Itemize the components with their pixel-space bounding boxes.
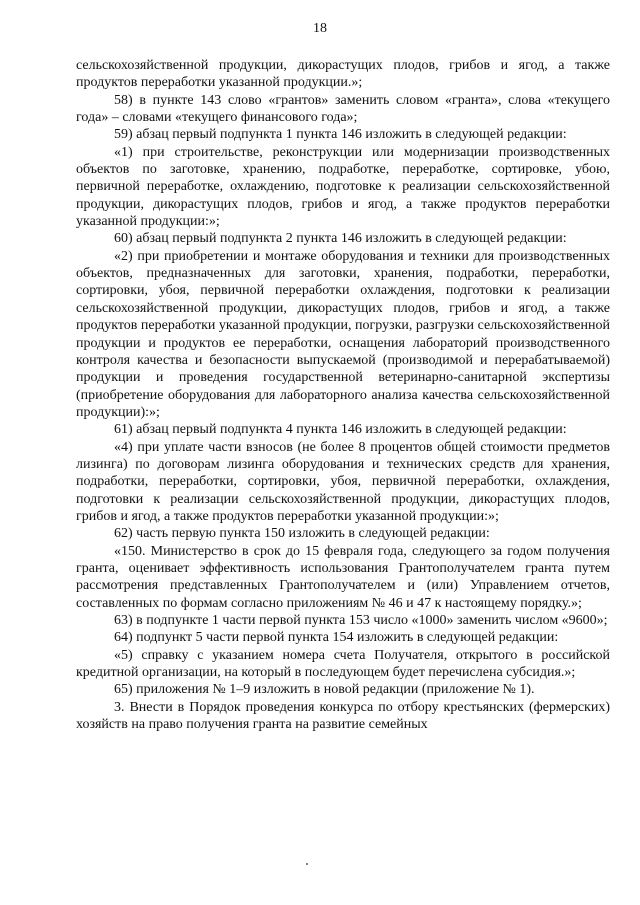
scan-mark <box>306 863 308 865</box>
paragraph-quote-2: «2) при приобретении и монтаже оборудования и техники для производственных объектов, предназначенных для заготовки, хранения, подработки, переработки, сортировки, убоя, первичной переработки охлаждения, подготовки к реализации сельскохозяйственной продукции, дикорастущих плодов, грибов и ягод, а также продуктов переработки указанной продукции, погрузки, разгрузки сельскохозяйственной продукции и продуктов ее переработки, оснащения лабораторий производственного контроля качества и безопасности выпускаемой (производимой и перерабатываемой) продукции и проведения государственной ветеринарно-санитарной экспертизы (приобретение оборудования для лабораторного анализа качества сельскохозяйственной продукции):»; <box>76 248 610 420</box>
paragraph-section-3: 3. Внести в Порядок проведения конкурса по отбору крестьянских (фермерских) хозяйств на право получения гранта на развитие семейных <box>76 699 610 733</box>
paragraph-item-59: 59) абзац первый подпункта 1 пункта 146 изложить в следующей редакции: <box>114 127 567 143</box>
paragraph-quote-4: «4) при уплате части взносов (не более 8 процентов общей стоимости предметов лизинга) по договорам лизинга оборудования и технических средств для хранения, подработки, переработки, сортировки, убоя, первичной переработки, охлаждения, подготовки к реализации сельскохозяйственной продукции, дикорастущих плодов, грибов и ягод, а также продуктов переработки указанной продукции:»; <box>76 439 610 524</box>
paragraph-quote-1: «1) при строительстве, реконструкции или модернизации производственных объектов по заготовке, хранению, подработке, переработке, сортировке, убою, первичной переработке, охлаждению, подготовке к реализации сельскохозяйственной продукции, дикорастущих плодов, грибов и ягод, а также продуктов переработки указанной продукции:»; <box>76 144 610 230</box>
paragraph-item-65: 65) приложения № 1–9 изложить в новой редакции (приложение № 1). <box>114 682 535 698</box>
page-number: 18 <box>313 21 327 36</box>
paragraph-item-62: 62) часть первую пункта 150 изложить в следующей редакции: <box>114 526 490 542</box>
paragraph-item-61: 61) абзац первый подпункта 4 пункта 146 изложить в следующей редакции: <box>114 422 567 438</box>
paragraph-item-60: 60) абзац первый подпункта 2 пункта 146 изложить в следующей редакции: <box>114 231 567 247</box>
paragraph-item-63: 63) в подпункте 1 части первой пункта 153 число «1000» заменить числом «9600»; <box>114 613 608 628</box>
paragraph-item-58: 58) в пункте 143 слово «грантов» заменить словом «гранта», слова «текущего года» – словами «текущего финансового года»; <box>76 92 610 126</box>
paragraph-item-64: 64) подпункт 5 части первой пункта 154 изложить в следующей редакции: <box>114 630 559 646</box>
document-body <box>76 57 610 733</box>
paragraph-quote-150: «150. Министерство в срок до 15 февраля года, следующего за годом получения гранта, оценивает эффективность использования Грантополучателем гранта путем рассмотрения представленных Грантополучателем и (или) Управлением отчетов, составленных по формам согласно приложениям № 46 и 47 к настоящему порядку.»; <box>76 543 610 611</box>
paragraph-quote-5: «5) справку с указанием номера счета Получателя, открытого в российской кредитной организации, на который в последующем будет перечислена субсидия.»; <box>76 647 610 681</box>
paragraph-continuation: сельскохозяйственной продукции, дикорастущих плодов, грибов и ягод, а также продуктов переработки указанной продукции.»; <box>76 58 610 91</box>
